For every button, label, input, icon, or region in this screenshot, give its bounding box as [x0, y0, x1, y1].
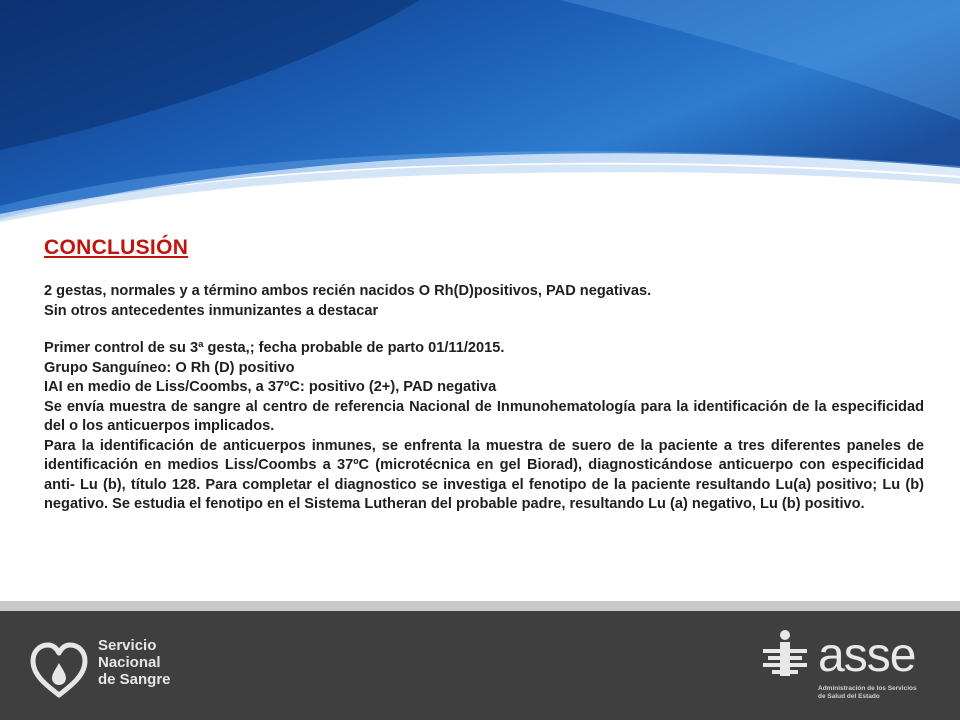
footer-stripe [0, 601, 960, 611]
heart-drop-icon [28, 639, 90, 701]
asse-subtitle [818, 685, 917, 701]
paragraph: Se envía muestra de sangre al centro de referencia Nacional de Inmunohematología para la identificación de la especificidad del o los anticuerpos implicados. [44, 398, 924, 434]
header-banner [0, 0, 960, 230]
paragraph: 2 gestas, normales y a término ambos recién nacidos O Rh(D)positivos, PAD negativas. [44, 283, 652, 299]
sns-line: Servicio [98, 637, 157, 654]
footer [0, 611, 960, 720]
asse-sub-line: de Salud del Estado [818, 693, 880, 700]
slide-title: CONCLUSIÓN [44, 236, 189, 259]
asse-logo [758, 627, 938, 707]
paragraph: Grupo Sanguíneo: O Rh (D) positivo [44, 359, 295, 376]
asse-wordmark: asse [818, 629, 916, 682]
servicio-nacional-de-sangre-logo [28, 635, 268, 705]
asse-emblem-icon [760, 629, 810, 685]
paragraph: Sin otros antecedentes inmunizantes a destacar [44, 302, 379, 319]
paragraph: Para la identificación de anticuerpos inmunes, se enfrenta la muestra de suero de la paciente a tres diferentes paneles de identificación en medios Liss/Coombs a 37ºC (microtécnica en gel Biorad), diagnosticándose anticuerpo con especificidad anti- Lu (b), título 128. Para completar el diagnostico se investiga el fenotipo de la paciente resultando Lu(a) positivo; Lu (b) negativo. Se estudia el fenotipo en el Sistema Lutheran del probable padre, resultando Lu (a) negativo, Lu (b) positivo. [44, 437, 924, 512]
paragraph: Primer control de su 3ª gesta,; fecha probable de parto 01/11/2015. [44, 340, 505, 356]
sns-line: Nacional [98, 654, 161, 671]
asse-sub-line: Administración de los Servicios [818, 685, 917, 692]
spacer [44, 321, 924, 339]
slide-content [44, 236, 924, 515]
sns-line: de Sangre [98, 671, 171, 688]
paragraph: IAI en medio de Liss/Coombs, a 37ºC: positivo (2+), PAD negativa [44, 379, 497, 395]
sns-logo-text [98, 637, 171, 688]
